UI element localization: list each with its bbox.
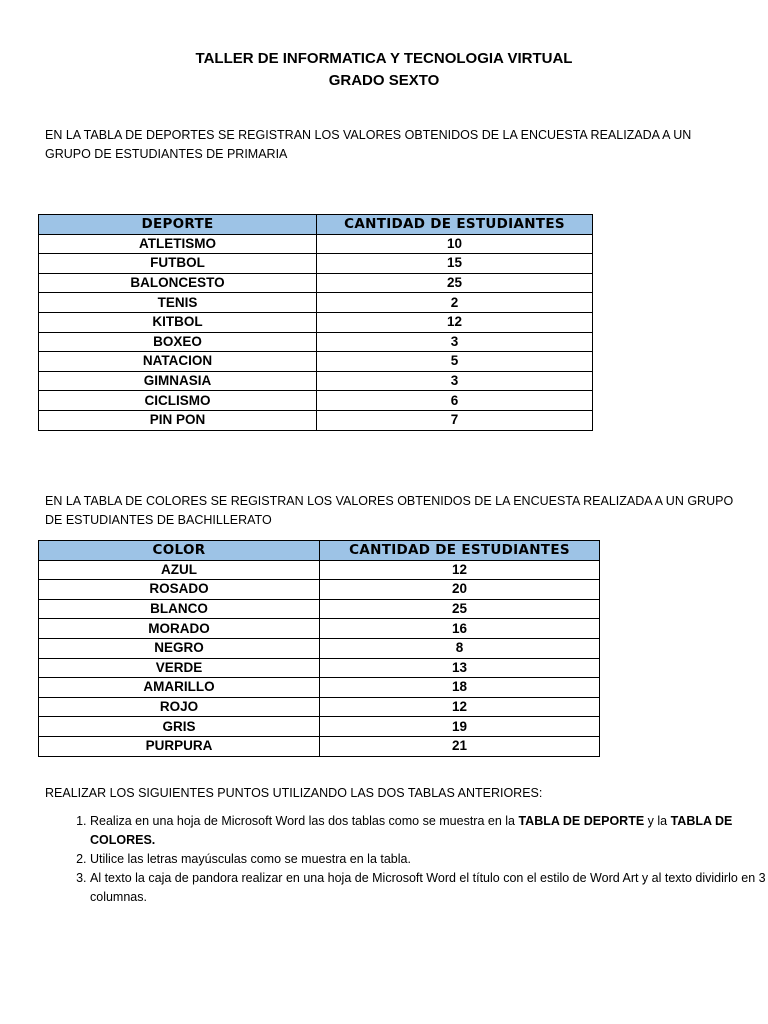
table-row xyxy=(39,658,600,678)
table-row xyxy=(39,234,593,254)
item1-text: Realiza en una hoja de Microsoft Word las dos tablas como se muestra en la xyxy=(90,814,519,828)
instructions-heading: REALIZAR LOS SIGUIENTES PUNTOS UTILIZANDO LAS DOS TABLAS ANTERIORES: xyxy=(45,786,543,800)
table-row xyxy=(39,580,600,600)
colores-table xyxy=(38,540,600,757)
table-row xyxy=(39,736,600,756)
column-header-color: COLOR xyxy=(39,541,320,561)
cantidad-cell: 12 xyxy=(320,697,600,717)
table-row xyxy=(39,273,593,293)
cantidad-cell: 10 xyxy=(317,234,593,254)
color-cell: GRIS xyxy=(39,717,320,737)
table-row xyxy=(39,717,600,737)
table-row xyxy=(39,254,593,274)
deporte-cell: GIMNASIA xyxy=(39,371,317,391)
table-header-row xyxy=(39,541,600,561)
table-header-row xyxy=(39,215,593,235)
table-row xyxy=(39,352,593,372)
color-cell: BLANCO xyxy=(39,599,320,619)
cantidad-cell: 3 xyxy=(317,332,593,352)
cantidad-cell: 3 xyxy=(317,371,593,391)
deporte-cell: NATACION xyxy=(39,352,317,372)
cantidad-cell: 12 xyxy=(320,560,600,580)
table-row xyxy=(39,332,593,352)
deporte-cell: PIN PON xyxy=(39,410,317,430)
item1-bold-colores: TABLA DE COLORES. xyxy=(90,814,733,847)
cantidad-cell: 15 xyxy=(317,254,593,274)
cantidad-cell: 25 xyxy=(317,273,593,293)
table-row xyxy=(39,619,600,639)
deporte-cell: CICLISMO xyxy=(39,391,317,411)
cantidad-cell: 19 xyxy=(320,717,600,737)
cantidad-cell: 7 xyxy=(317,410,593,430)
column-header-deporte: DEPORTE xyxy=(39,215,317,235)
cantidad-cell: 12 xyxy=(317,312,593,332)
table-row xyxy=(39,599,600,619)
cantidad-cell: 13 xyxy=(320,658,600,678)
instructions-list xyxy=(45,812,768,907)
table-row xyxy=(39,391,593,411)
table-row xyxy=(39,560,600,580)
deporte-cell: FUTBOL xyxy=(39,254,317,274)
table-row xyxy=(39,697,600,717)
table-row xyxy=(39,678,600,698)
color-cell: ROJO xyxy=(39,697,320,717)
table-row xyxy=(39,293,593,313)
cantidad-cell: 2 xyxy=(317,293,593,313)
table-row xyxy=(39,410,593,430)
color-cell: ROSADO xyxy=(39,580,320,600)
list-item xyxy=(90,812,768,850)
item1-text-mid: y la xyxy=(644,814,671,828)
list-item: 2. Utilice las letras mayúsculas como se muestra en la tabla. xyxy=(90,850,768,869)
deportes-table xyxy=(38,214,593,431)
color-cell: PURPURA xyxy=(39,736,320,756)
deporte-cell: BALONCESTO xyxy=(39,273,317,293)
column-header-cantidad: CANTIDAD DE ESTUDIANTES xyxy=(317,215,593,235)
table-row xyxy=(39,312,593,332)
color-cell: NEGRO xyxy=(39,638,320,658)
cantidad-cell: 8 xyxy=(320,638,600,658)
cantidad-cell: 21 xyxy=(320,736,600,756)
table-row xyxy=(39,371,593,391)
intro-deportes-paragraph: EN LA TABLA DE DEPORTES SE REGISTRAN LOS VALORES OBTENIDOS DE LA ENCUESTA REALIZADA A UN GRUPO DE ESTUDIANTES DE PRIMARIA xyxy=(45,128,692,161)
column-header-cantidad: CANTIDAD DE ESTUDIANTES xyxy=(320,541,600,561)
color-cell: AMARILLO xyxy=(39,678,320,698)
table-row xyxy=(39,638,600,658)
color-cell: VERDE xyxy=(39,658,320,678)
document-title: TALLER DE INFORMATICA Y TECNOLOGIA VIRTUAL xyxy=(195,50,573,67)
deporte-cell: BOXEO xyxy=(39,332,317,352)
cantidad-cell: 6 xyxy=(317,391,593,411)
document-subtitle: GRADO SEXTO xyxy=(328,72,440,89)
cantidad-cell: 16 xyxy=(320,619,600,639)
cantidad-cell: 5 xyxy=(317,352,593,372)
item1-bold-deporte: TABLA DE DEPORTE xyxy=(518,814,645,828)
intro-colores-paragraph: EN LA TABLA DE COLORES SE REGISTRAN LOS VALORES OBTENIDOS DE LA ENCUESTA REALIZADA A UN GRUPO DE ESTUDIANTES DE BACHILLERATO xyxy=(45,494,734,527)
color-cell: MORADO xyxy=(39,619,320,639)
cantidad-cell: 20 xyxy=(320,580,600,600)
list-item: 3. Al texto la caja de pandora realizar en una hoja de Microsoft Word el título con el estilo de Word Art y al texto dividirlo en 3 columnas. xyxy=(90,869,768,907)
deporte-cell: TENIS xyxy=(39,293,317,313)
color-cell: AZUL xyxy=(39,560,320,580)
deporte-cell: KITBOL xyxy=(39,312,317,332)
cantidad-cell: 25 xyxy=(320,599,600,619)
deporte-cell: ATLETISMO xyxy=(39,234,317,254)
cantidad-cell: 18 xyxy=(320,678,600,698)
